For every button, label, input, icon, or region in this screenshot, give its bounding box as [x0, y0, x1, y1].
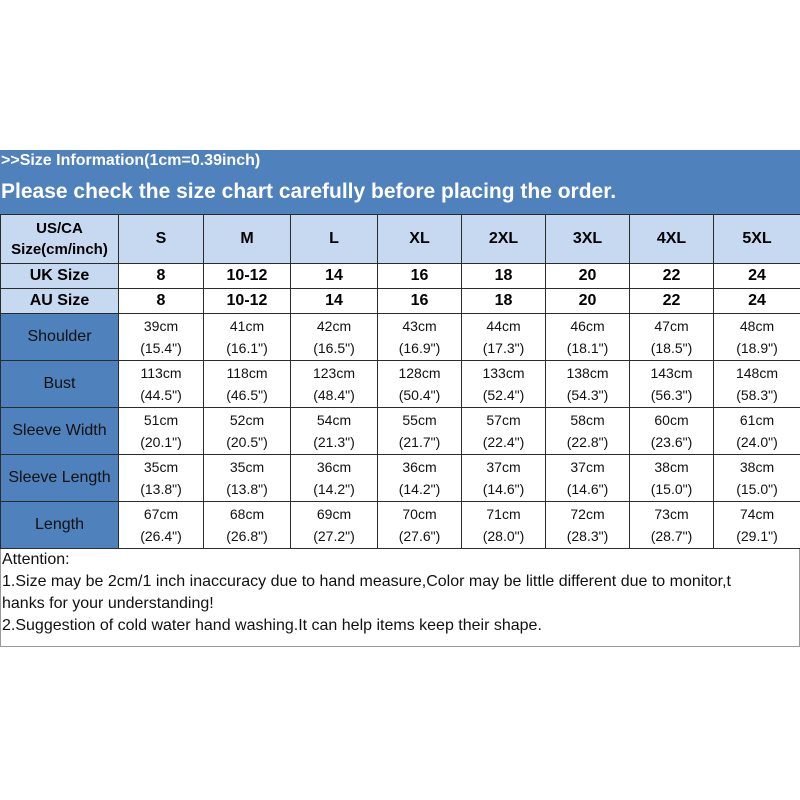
measurement-cell [378, 361, 462, 408]
inch-value: (26.4") [140, 528, 182, 544]
measurement-cell [546, 361, 630, 408]
measurement-cell [119, 314, 204, 361]
inch-value: (58.3") [736, 387, 778, 403]
inch-value: (18.5") [650, 340, 693, 356]
inch-value: (48.4") [313, 387, 355, 403]
size-table [0, 214, 800, 549]
inch-value: (20.1") [140, 434, 182, 450]
cm-value: 138cm [566, 365, 609, 381]
measurement-row [1, 502, 800, 549]
size-chart [0, 150, 800, 647]
inch-value: (17.3") [482, 340, 525, 356]
measurement-label: Sleeve Width [1, 408, 119, 455]
measurement-label: Bust [1, 361, 119, 408]
inch-value: (29.1") [736, 528, 778, 544]
cm-value: 73cm [654, 506, 689, 522]
measurement-cell [630, 455, 714, 502]
size-header-cell: 3XL [546, 215, 630, 264]
au-size-cell: 22 [630, 289, 714, 314]
measurement-cell [291, 502, 378, 549]
cm-value: 57cm [486, 412, 521, 428]
measurement-cell [204, 314, 291, 361]
measurement-cell [378, 455, 462, 502]
measurement-cell [119, 455, 204, 502]
cm-value: 46cm [570, 318, 605, 334]
inch-value: (50.4") [398, 387, 441, 403]
measurement-cell [204, 361, 291, 408]
inch-value: (16.9") [398, 340, 441, 356]
au-size-cell: 18 [462, 289, 546, 314]
uk-size-cell: 16 [378, 264, 462, 289]
cm-value: 42cm [316, 318, 352, 334]
size-check-notice: Please check the size chart carefully before placing the order. [1, 180, 617, 203]
au-size-row [1, 289, 800, 314]
note-line-1a: 1.Size may be 2cm/1 inch inaccuracy due to hand measure,Color may be little different due to monitor,t [2, 573, 731, 590]
inch-value: (14.6") [566, 481, 609, 497]
inch-value: (14.2") [313, 481, 355, 497]
measurement-cell [291, 408, 378, 455]
measurement-cell [291, 314, 378, 361]
uk-size-label: UK Size [1, 264, 119, 289]
inch-value: (13.8") [226, 481, 268, 497]
measurement-cell [204, 408, 291, 455]
measurement-cell [462, 314, 546, 361]
inch-value: (21.3") [313, 434, 355, 450]
inch-value: (14.2") [398, 481, 441, 497]
au-size-cell: 8 [119, 289, 204, 314]
inch-value: (21.7") [398, 434, 441, 450]
us-ca-size-header [1, 215, 119, 264]
cm-value: 61cm [739, 412, 775, 428]
note-line-2: 2.Suggestion of cold water hand washing.It can help items keep their shape. [2, 617, 542, 634]
inch-value: (15.4") [140, 340, 182, 356]
measurement-cell [119, 361, 204, 408]
inch-value: (22.4") [482, 434, 525, 450]
cm-value: 43cm [402, 318, 437, 334]
cm-value: 54cm [316, 412, 352, 428]
inch-value: (26.8") [226, 528, 268, 544]
inch-value: (24.0") [736, 434, 778, 450]
measurement-cell [714, 455, 800, 502]
measurement-cell [462, 502, 546, 549]
measurement-cell [546, 455, 630, 502]
measurement-cell [714, 361, 800, 408]
cm-value: 51cm [143, 412, 179, 428]
inch-value: (46.5") [226, 387, 268, 403]
attention-title: Attention: [2, 551, 70, 568]
measurement-label: Sleeve Length [1, 455, 119, 502]
inch-value: (16.1") [226, 340, 268, 356]
measurement-cell [204, 455, 291, 502]
size-header-cell: S [119, 215, 204, 264]
size-info-title: >>Size Information(1cm=0.39inch) [1, 152, 261, 169]
cm-value: 36cm [402, 459, 437, 475]
cm-value: 35cm [143, 459, 179, 475]
cm-value: 128cm [398, 365, 441, 381]
inch-value: (22.8") [566, 434, 609, 450]
cm-value: 70cm [402, 506, 437, 522]
measurement-cell [291, 361, 378, 408]
uk-size-cell: 8 [119, 264, 204, 289]
size-header-cell: 4XL [630, 215, 714, 264]
cm-value: 37cm [570, 459, 605, 475]
cm-value: 113cm [140, 365, 182, 381]
cm-value: 67cm [143, 506, 179, 522]
inch-value: (44.5") [140, 387, 182, 403]
au-size-cell: 14 [291, 289, 378, 314]
inch-value: (23.6") [650, 434, 693, 450]
measurement-cell [204, 502, 291, 549]
cm-value: 55cm [402, 412, 437, 428]
size-header-cell: 5XL [714, 215, 800, 264]
measurement-cell [546, 408, 630, 455]
cm-value: 37cm [486, 459, 521, 475]
cm-value: 52cm [229, 412, 265, 428]
cm-value: 72cm [570, 506, 605, 522]
cm-value: 143cm [650, 365, 693, 381]
measurement-cell [630, 314, 714, 361]
measurement-cell [714, 314, 800, 361]
uk-size-cell: 14 [291, 264, 378, 289]
cm-value: 41cm [229, 318, 265, 334]
measurement-cell [546, 502, 630, 549]
measurement-cell [378, 408, 462, 455]
inch-value: (52.4") [482, 387, 525, 403]
measurement-row [1, 314, 800, 361]
cm-value: 36cm [316, 459, 352, 475]
au-size-cell: 16 [378, 289, 462, 314]
measurement-cell [714, 408, 800, 455]
size-header-cell: XL [378, 215, 462, 264]
measurement-cell [378, 502, 462, 549]
size-header-cell: 2XL [462, 215, 546, 264]
inch-value: (56.3") [650, 387, 693, 403]
measurement-cell [714, 502, 800, 549]
au-size-cell: 20 [546, 289, 630, 314]
measurement-cell [462, 361, 546, 408]
inch-value: (20.5") [226, 434, 268, 450]
measurement-cell [630, 502, 714, 549]
measurement-cell [630, 408, 714, 455]
uk-size-cell: 20 [546, 264, 630, 289]
size-header-row [1, 215, 800, 264]
measurement-cell [119, 502, 204, 549]
au-size-label: AU Size [1, 289, 119, 314]
cm-value: 69cm [316, 506, 352, 522]
measurement-cell [378, 314, 462, 361]
uk-size-row [1, 264, 800, 289]
cm-value: 71cm [486, 506, 521, 522]
cm-value: 118cm [226, 365, 268, 381]
size-header-cell: L [291, 215, 378, 264]
inch-value: (18.9") [736, 340, 778, 356]
cm-value: 74cm [739, 506, 775, 522]
cm-value: 68cm [229, 506, 265, 522]
measurement-cell [462, 408, 546, 455]
uk-size-cell: 18 [462, 264, 546, 289]
inch-value: (13.8") [140, 481, 182, 497]
inch-value: (54.3") [566, 387, 609, 403]
uk-size-cell: 10-12 [204, 264, 291, 289]
au-size-cell: 10-12 [204, 289, 291, 314]
cm-value: 58cm [570, 412, 605, 428]
inch-value: (15.0") [650, 481, 693, 497]
inch-value: (28.0") [482, 528, 525, 544]
cm-value: 133cm [482, 365, 525, 381]
inch-value: (27.6") [398, 528, 441, 544]
cm-value: 35cm [229, 459, 265, 475]
inch-value: (28.7") [650, 528, 693, 544]
measurement-label: Length [1, 502, 119, 549]
measurement-cell [119, 408, 204, 455]
measurement-cell [546, 314, 630, 361]
size-header-cell: M [204, 215, 291, 264]
cm-value: 123cm [312, 365, 356, 381]
cm-value: 39cm [143, 318, 179, 334]
cm-value: 38cm [739, 459, 775, 475]
cm-value: 60cm [654, 412, 689, 428]
measurement-cell [462, 455, 546, 502]
measurement-row [1, 361, 800, 408]
inch-value: (14.6") [482, 481, 525, 497]
measurement-row [1, 455, 800, 502]
cm-value: 38cm [654, 459, 689, 475]
cm-value: 48cm [739, 318, 775, 334]
us-ca-header-line: US/CA [36, 220, 83, 237]
measurement-cell [291, 455, 378, 502]
size-info-banner [0, 150, 800, 214]
uk-size-cell: 24 [714, 264, 800, 289]
measurement-label: Shoulder [1, 314, 119, 361]
cm-value: 47cm [654, 318, 689, 334]
cm-value: 44cm [486, 318, 521, 334]
attention-notes [0, 549, 800, 647]
us-ca-header-line: Size(cm/inch) [11, 241, 108, 258]
note-line-1b: hanks for your understanding! [2, 595, 214, 612]
inch-value: (18.1") [566, 340, 609, 356]
au-size-cell: 24 [714, 289, 800, 314]
measurement-row [1, 408, 800, 455]
uk-size-cell: 22 [630, 264, 714, 289]
measurement-cell [630, 361, 714, 408]
inch-value: (28.3") [566, 528, 609, 544]
inch-value: (15.0") [736, 481, 778, 497]
cm-value: 148cm [735, 365, 779, 381]
inch-value: (16.5") [313, 340, 355, 356]
inch-value: (27.2") [313, 528, 355, 544]
